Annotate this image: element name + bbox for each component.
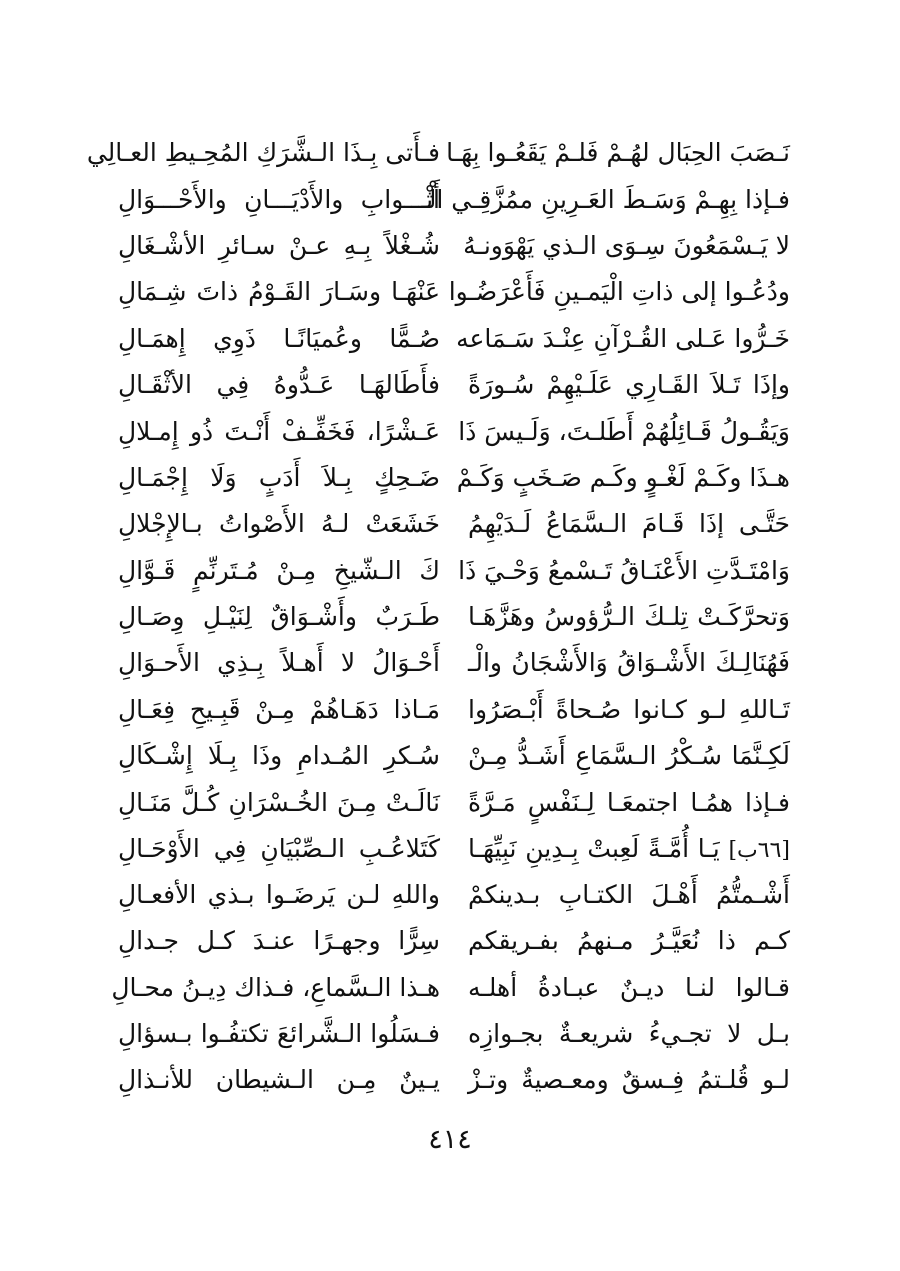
verse-second-hemistich: كَ الـشّيخِ مِـنْ مُـتَرنِّمٍ قَـوَّالِ xyxy=(118,555,440,585)
verse-first-hemistich: فـإذا همُـا اجتمعَـا لِـنَفْسٍ مَـرَّةً xyxy=(468,787,790,817)
verse-first-hemistich: هـذَا وكَـمْ لَغْـوٍ وكَـم صَـخَبٍ وَكَـمْ xyxy=(456,462,790,492)
verse-second-hemistich: ضَـحِكٍ بِـلاَ أَدَبٍ وَلَا إِجْمَـالِ xyxy=(118,462,440,492)
verse-first-hemistich: أَشْـمتُّمُ أَهْـلَ الكتـابِ بـدينكمْ xyxy=(468,880,790,910)
verse-first-hemistich: نَـصَبَ الحِبَال لهُـمْ فَلـمْ يَقَعُـوا بِهَـا xyxy=(446,138,790,168)
verse-second-hemistich: واللهِ لـن يَرضَـوا بـذي الأفعـالِ xyxy=(118,880,440,910)
poem-block-upper xyxy=(86,130,790,826)
verse-first-hemistich: وإذَا تَـلاَ القَـارِي عَلَـيْهِمْ سُـورَةً xyxy=(468,370,790,400)
verse-second-hemistich: هـذا الـسَّماعِ، فـذاك دِيـنُ محـالِ xyxy=(111,972,440,1002)
verse-first-hemistich: وَتحرَّكَـتْ تِلـكَ الـرُّؤوسُ وهَزَّهَـا xyxy=(468,602,790,632)
verse xyxy=(118,501,790,547)
verse-second-hemistich: صُـمًّا وعُميَانًـا ذَوِي إِهمَـالِ xyxy=(118,323,440,353)
verse-first-hemistich: وَيَقُـولُ قَـائِلُهُمْ أَطَلـتَ، وَلَـيسَ ذَا xyxy=(458,416,790,446)
verse-first-hemistich: خَـرُّوا عَـلى القُـرْآنِ عِنْـدَ سَـمَاعه xyxy=(456,323,790,353)
verse-first-hemistich: حَتَّـى إذَا قَـامَ الـسَّمَاعُ لَـدَيْهِمُ xyxy=(468,509,790,539)
verse-first-hemistich: لَكِـنَّمَا سُـكْرُ الـسَّمَاعِ أَشَـدُّ مِـنْ xyxy=(468,741,790,771)
verse-second-hemistich: مَـاذا دَهَـاهُمْ مِـنْ قَبِـيحِ فِعَـالِ xyxy=(118,694,440,724)
verse-first-hemistich: تَـاللهِ لـو كـانوا صُـحاةً أَبْـصَرُوا xyxy=(468,694,790,724)
poem-block-lower xyxy=(111,826,790,1103)
verse-first-hemistich: فـإذا بِهِـمْ وَسَـطَ العَـرِينِ ممُزَّقِـي الْـ xyxy=(421,184,790,214)
folio-marker: [٦٦ب] xyxy=(728,837,790,863)
verse xyxy=(118,408,790,454)
verse-second-hemistich: شُـغْلاً بِـهِ عـنْ سـائرِ الأشْـغَالِ xyxy=(118,230,440,260)
page-number: ٤١٤ xyxy=(428,1124,472,1155)
verse xyxy=(118,223,790,269)
verse xyxy=(86,130,790,176)
verse xyxy=(118,316,790,362)
verse-first-hemistich: بـل لا تجـيءُ شريعـةٌ بجـوازِه xyxy=(468,1018,790,1048)
verse-second-hemistich: نَالَـتْ مِـنَ الخُـسْرَانِ كُـلَّ مَنَـالِ xyxy=(118,787,440,817)
verse xyxy=(118,687,790,733)
verse xyxy=(118,640,790,686)
verse-first-hemistich: لـو قُلـتمُ فِـسقٌ ومعـصيةٌ وتـزْ xyxy=(468,1065,790,1095)
verse-second-hemistich: فـأَتى بِـذَا الـشَّرَكِ المُحِـيطِ العـالِي xyxy=(86,138,440,168)
verse xyxy=(118,918,790,964)
verse xyxy=(118,872,790,918)
verse-second-hemistich: كَتَلاعُـبِ الـصِّبْيَانِ فِي الأَوْحَـالِ xyxy=(118,834,440,864)
verse-first-hemistich: فَهُنَالِـكَ الأَشْـوَاقُ وَالأَشْجَانُ والْـ xyxy=(468,648,790,678)
verse-first-hemistich: لا يَـسْمَعُونَ سِـوَى الـذي يَهْوَونـهُ xyxy=(463,230,790,260)
verse xyxy=(118,779,790,825)
verse xyxy=(118,1011,790,1057)
verse xyxy=(118,455,790,501)
verse-second-hemistich: خَشَعَتْ لـهُ الأَصْواتُ بـالإِجْلالِ xyxy=(118,509,440,539)
verse-first-hemistich xyxy=(468,834,790,864)
verse-first-hemistich: كـم ذا نُعَيَّـرُ مـنهمُ بفـريقكم xyxy=(468,926,790,956)
verse-second-hemistich: عَنْهَـا وسَـارَ القَـوْمُ ذاتَ شِـمَالِ xyxy=(118,277,440,307)
verse xyxy=(118,733,790,779)
verse-second-hemistich: سُـكرِ المُـدامِ وذَا بِـلَا إِشْـكَالِ xyxy=(118,741,440,771)
verse-second-hemistich: طَـرَبٌ وأَشْـوَاقٌ لِنَيْـلِ وِصَـالِ xyxy=(118,602,440,632)
verse-second-hemistich: فـسَلُوا الـشَّرائعَ تكتفُـوا بـسؤالِ xyxy=(118,1018,440,1048)
verse-first-hemistich-text: يَـا أُمَّـةً لَعِبتْ بِـدِينِ نَبِيِّهَـا xyxy=(468,833,720,863)
verse xyxy=(118,176,790,222)
verse-second-hemistich: سِرًّا وجهـرًا عنـدَ كـل جـدالِ xyxy=(118,926,440,956)
verse xyxy=(118,594,790,640)
verse-second-hemistich: أَحْـوَالُ لا أَهـلاً بِـذِي الأَحـوَالِ xyxy=(118,648,440,678)
verse-second-hemistich: عَـشْرًا، فَخَفِّـفْ أَنْـتَ ذُو إِمـلالِ xyxy=(118,416,440,446)
verse xyxy=(111,965,790,1011)
verse-second-hemistich: أَثْـــوابِ والأَدْيَـــانِ والأَحْـــوَالِ xyxy=(118,184,440,214)
verse xyxy=(118,269,790,315)
verse xyxy=(118,548,790,594)
verse-first-hemistich: وَامْتَـدَّتِ الأَعْنَـاقُ تَـسْمعُ وَحْـيَ ذَا xyxy=(458,555,790,585)
verse-first-hemistich: قـالوا لنـا ديـنٌ عبـادةُ أهلـه xyxy=(468,972,790,1002)
verse-second-hemistich: يـينٌ مِـن الـشيطان للأنـذالِ xyxy=(118,1065,440,1095)
verse xyxy=(118,1057,790,1103)
verse-first-hemistich: ودُعُـوا إلى ذاتِ الْيَمـينِ فَأَعْرَضُـوا xyxy=(448,277,790,307)
verse xyxy=(118,826,790,872)
verse-second-hemistich: فأَطَالهَـا عَـدُّوهُ فِي الأثْقَـالِ xyxy=(118,370,440,400)
verse xyxy=(118,362,790,408)
